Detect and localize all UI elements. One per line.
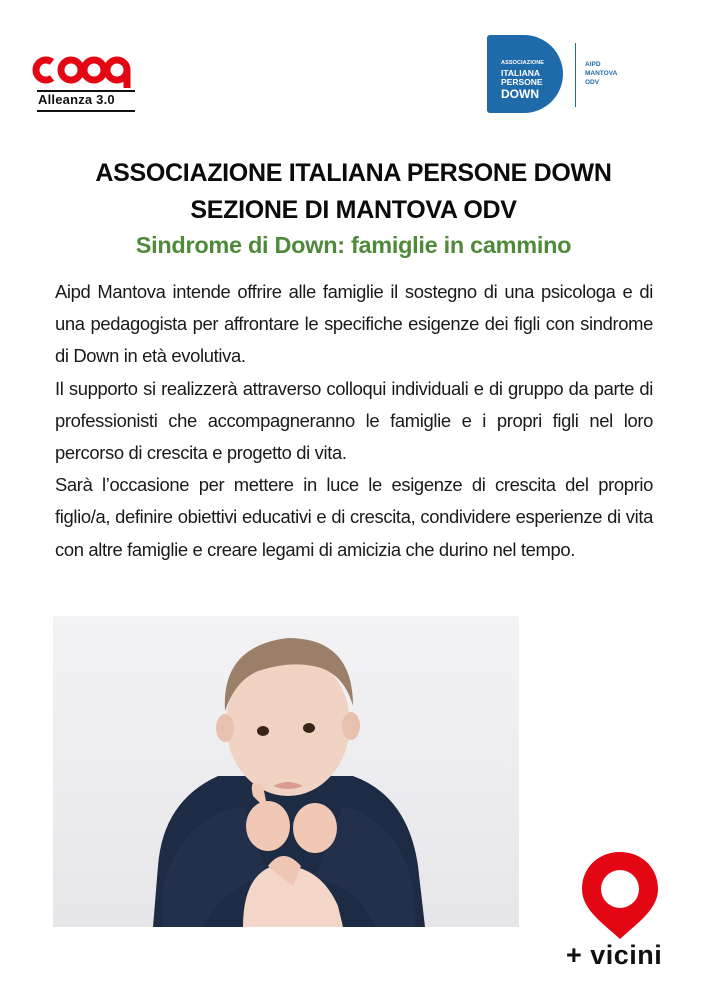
body-paragraph: Sarà l’occasione per mettere in luce le esigenze di crescita del proprio figlio/a, definire obiettivi educativi e di crescita, condividere esperienze di vita con altre famiglie e creare legami di amicizia che durino nel tempo.	[55, 474, 653, 560]
coop-subtitle: Alleanza 3.0	[38, 92, 115, 107]
aipd-side-line: AIPD	[585, 61, 601, 68]
map-pin-icon	[560, 848, 680, 940]
page-title-line-2: SEZIONE DI MANTOVA ODV	[190, 196, 517, 224]
body-paragraph: Aipd Mantova intende offrire alle famiglie il sostegno di una psicologa e di una pedagogista per affrontare le specifiche esigenze dei figli con sindrome di Down in età evolutiva.	[55, 281, 653, 367]
aipd-divider	[575, 43, 576, 107]
child-illustration-icon	[53, 616, 519, 927]
aipd-block-text	[501, 61, 544, 100]
body-text	[55, 276, 653, 566]
aipd-logo	[487, 35, 657, 115]
vicini-mark	[560, 848, 680, 978]
aipd-block-line: ITALIANA	[501, 67, 541, 78]
aipd-block-line: DOWN	[501, 86, 539, 101]
vicini-label: + vicini	[566, 940, 663, 970]
aipd-d-block	[487, 35, 563, 113]
body-paragraph: Il supporto si realizzerà attraverso colloqui individuali e di gruppo da parte di professionisti che accompagneranno le famiglie e i propri figli nel loro percorso di crescita e progetto di vita.	[55, 377, 653, 464]
aipd-side-text	[585, 61, 617, 87]
page-title-line-1: ASSOCIAZIONE ITALIANA PERSONE DOWN	[95, 159, 612, 187]
coop-rule-bottom	[37, 110, 135, 112]
aipd-block-line: PERSONE	[501, 77, 543, 87]
aipd-block-line: ASSOCIAZIONE	[501, 60, 545, 66]
aipd-side-line: MANTOVA	[585, 69, 618, 77]
aipd-side-line: ODV	[585, 78, 600, 86]
coop-wordmark-icon	[31, 52, 135, 88]
page-subtitle: Sindrome di Down: famiglie in cammino	[135, 232, 572, 258]
child-photo	[53, 616, 519, 927]
coop-alleanza-logo	[31, 52, 135, 114]
